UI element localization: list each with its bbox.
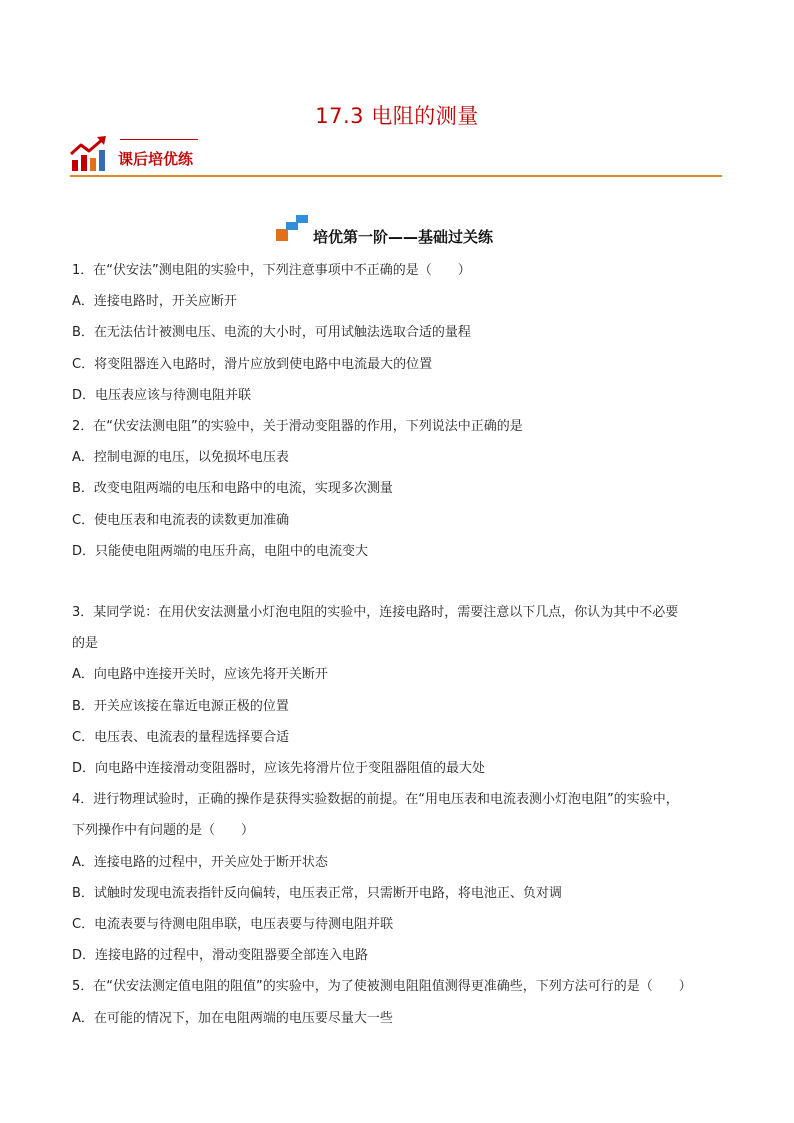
question-stem: 2．在“伏安法测电阻”的实验中，关于滑动变阻器的作用，下列说法中正确的是 — [72, 419, 523, 435]
stairs-icon — [276, 215, 308, 241]
option-b: B．试触时发现电流表指针反向偏转，电压表正常，只需断开电路，将电池正、负对调 — [72, 885, 562, 901]
question-stem: 4．进行物理试验时，正确的操作是获得实验数据的前提。在“用电压表和电流表测小灯泡电阻”的实验中， — [72, 792, 679, 808]
question-stem-continued: 下列操作中有问题的是（ ） — [72, 823, 255, 839]
question-5 — [72, 971, 724, 1033]
question-1 — [72, 255, 724, 411]
question-stem-continued: 的是 — [72, 636, 99, 652]
page-title: 17.3 电阻的测量 — [315, 104, 479, 128]
option-c: C．电流表要与待测电阻串联，电压表要与待测电阻并联 — [72, 917, 394, 933]
option-b: B．开关应该接在靠近电源正极的位置 — [72, 698, 289, 714]
question-4 — [72, 784, 724, 971]
option-a: A．向电路中连接开关时，应该先将开关断开 — [72, 667, 328, 683]
option-c: C．电压表、电流表的量程选择要合适 — [72, 729, 290, 745]
option-a: A．连接电路的过程中，开关应处于断开状态 — [72, 854, 328, 870]
question-list — [72, 255, 724, 1034]
option-b: B．改变电阻两端的电压和电路中的电流，实现多次测量 — [72, 481, 393, 497]
banner-top-line — [120, 139, 198, 140]
question-stem: 5．在“伏安法测定值电阻的阻值”的实验中，为了使被测电阻阻值测得更准确些，下列方法可行的是（ ） — [72, 979, 692, 995]
spacer — [72, 567, 724, 597]
option-b: B．在无法估计被测电压、电流的大小时，可用试触法选取合适的量程 — [72, 325, 471, 341]
banner-label: 课后培优练 — [118, 150, 194, 168]
option-c: C．将变阻器连入电路时，滑片应放到使电路中电流最大的位置 — [72, 356, 433, 372]
banner-divider — [70, 175, 722, 177]
option-a: A．控制电源的电压，以免损坏电压表 — [72, 450, 289, 466]
question-stem: 1．在“伏安法”测电阻的实验中，下列注意事项中不正确的是（ ） — [72, 263, 471, 278]
section-title: 培优第一阶——基础过关练 — [313, 228, 494, 246]
option-d: D．电压表应该与待测电阻并联 — [72, 387, 252, 403]
question-stem: 3．某同学说：在用伏安法测量小灯泡电阻的实验中，连接电路时，需要注意以下几点，你认为其中不必要 — [72, 605, 679, 621]
option-d: D．向电路中连接滑动变阻器时，应该先将滑片位于变阻器阻值的最大处 — [72, 761, 486, 777]
option-a: A．连接电路时，开关应断开 — [72, 294, 237, 310]
option-a: A．在可能的情况下，加在电阻两端的电压要尽量大一些 — [72, 1010, 393, 1026]
option-d: D．只能使电阻两端的电压升高，电阻中的电流变大 — [72, 543, 369, 559]
option-d: D．连接电路的过程中，滑动变阻器要全部连入电路 — [72, 948, 369, 964]
question-3 — [72, 597, 724, 784]
option-c: C．使电压表和电流表的读数更加准确 — [72, 512, 290, 528]
question-2 — [72, 411, 724, 567]
growth-chart-icon — [70, 136, 110, 172]
